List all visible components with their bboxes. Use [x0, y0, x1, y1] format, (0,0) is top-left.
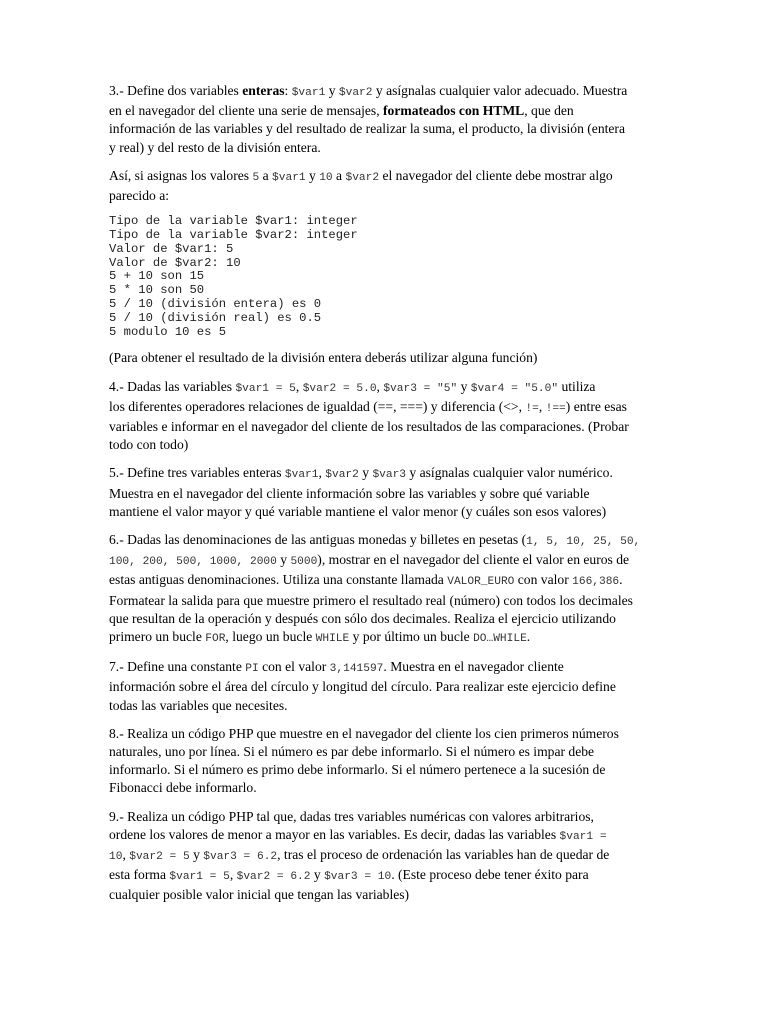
code-text: FOR [205, 633, 226, 646]
code-var1: $var1 [272, 171, 306, 184]
text: y [310, 867, 325, 883]
code-text: $var3 = 10 [324, 871, 392, 884]
text: con valor [514, 572, 573, 588]
text: Así, si asignas los valores [109, 167, 253, 183]
text: , [229, 867, 237, 883]
text: ) entre esas variables e informar en el navegador del cliente de los resultados de las comparaciones. (Probar todo con todo) [109, 398, 629, 453]
code-text: $var1 = 10 [109, 830, 607, 864]
code-line: Tipo de la variable $var1: integer [109, 214, 358, 229]
code-line: 5 + 10 son 15 [109, 269, 205, 284]
exercise-5 [109, 464, 657, 521]
code-text: $var2 [325, 469, 359, 482]
code-text: 166,386 [572, 576, 620, 589]
bold-text: enteras [242, 83, 285, 98]
exercise-3 [109, 82, 657, 157]
text: , [122, 847, 130, 863]
code-line: 5 / 10 (división entera) es 0 [109, 297, 322, 311]
exercise-3-note: (Para obtener el resultado de la división entera deberás utilizar alguna función) [109, 350, 538, 366]
code-value: 5 [252, 171, 260, 184]
text: el navegador del cliente debe mostrar algo parecido a: [109, 167, 613, 204]
exercise-6 [109, 531, 657, 648]
text: , [376, 378, 384, 394]
text: , [538, 398, 546, 414]
exercise-7 [109, 658, 657, 715]
text: y [189, 847, 204, 863]
text: 9.- Realiza un código PHP tal que, dadas tres variables numéricas con valores arbitrarios, ordene los valores de menor a mayor en las variables. Es decir, dadas las variables [109, 808, 594, 842]
code-text: $var3 = "5" [383, 382, 458, 395]
text: y [276, 552, 291, 568]
text: a [259, 167, 273, 183]
text: y [325, 83, 339, 98]
text: ), mostrar en el navegador del cliente el valor en euros de estas antiguas denominaciones. Utiliza una constante llamada [109, 552, 630, 588]
text: utiliza los diferentes operadores relaciones de igualdad (==, ===) y diferencia (<>, [109, 378, 596, 414]
text: , tras el proceso de ordenación las variables han de quedar de esta forma [109, 847, 610, 883]
text: , luego un bucle [225, 629, 316, 645]
code-line: 5 modulo 10 es 5 [109, 324, 227, 339]
code-text: DO…WHILE [473, 633, 527, 646]
code-var2: $var2 [345, 171, 380, 184]
text: y [457, 378, 471, 394]
code-text: WHILE [315, 633, 350, 646]
text: , [295, 378, 303, 394]
text: y [358, 465, 373, 481]
exercise-9 [109, 808, 657, 905]
code-text: 3,141597 [329, 663, 384, 676]
code-text: 1, 5, 10, 25, 50, 100, 200, 500, 1000, 2000 [109, 536, 641, 569]
text: y asígnalas cualquier valor numérico. Muestra en el navegador del cliente información sobre las variables y sobre qué variable mantiene el valor mayor y qué variable mantiene el valor menor (y cuáles son esos valores) [109, 465, 613, 519]
text: 3.- Define dos variables [109, 83, 243, 98]
code-value: 10 [319, 171, 333, 184]
code-text: $var1 = 5 [169, 871, 230, 884]
code-text: $var3 = 6.2 [203, 851, 278, 864]
text: 5.- Define tres variables enteras [109, 465, 285, 481]
exercise-8: 8.- Realiza un código PHP que muestre en el navegador del cliente los cien primeros números naturales, uno por línea. Si el número es par debe informarlo. Si el número es impar debe informarlo. Si el número es primo debe informarlo. Si el número pertenece a la sucesión de Fibonacci debe informarlo. [109, 725, 619, 796]
text: , [318, 465, 326, 481]
document-content [109, 82, 657, 915]
code-line: Tipo de la variable $var2: integer [109, 228, 358, 243]
bold-text: formateados con HTML [383, 103, 525, 119]
code-text: !== [545, 402, 566, 415]
text: a [332, 167, 346, 183]
text: y [305, 167, 320, 183]
code-text: VALOR_EURO [447, 576, 515, 589]
exercise-3-example [109, 167, 657, 205]
code-line: Valor de $var2: 10 [109, 255, 241, 270]
code-text: $var1 = 5 [235, 382, 296, 395]
text: 7.- Define una constante [109, 659, 246, 675]
code-text: 5000 [290, 556, 318, 569]
text: y asígnalas cualquier valor adecuado. Muestra en el navegador del cliente una serie de mensajes, [109, 83, 628, 119]
code-var1: $var1 [291, 87, 326, 99]
code-text: != [525, 402, 539, 415]
code-text: $var2 = 5 [129, 851, 190, 864]
text: 6.- Dadas las denominaciones de las antiguas monedas y billetes en pesetas ( [109, 532, 527, 548]
text: , que den información de las variables y del resultado de realizar la suma, el producto, la división (entera y real) y del resto de la división entera. [109, 103, 625, 155]
text: y por último un bucle [349, 629, 474, 645]
text: . (Este proceso debe tener éxito para cualquier posible valor inicial que tengan las variables) [109, 867, 589, 903]
text: . Formatear la salida para que muestre primero el resultado real (número) con todos los decimales que resultan de la operación y después con sólo dos decimales. Realiza el ejercicio utilizando primero un bucle [109, 572, 633, 645]
text: : [284, 83, 292, 98]
text: . [526, 629, 531, 645]
text: 4.- Dadas las variables [109, 378, 236, 394]
code-text: $var1 [284, 469, 319, 482]
code-text: $var4 = "5.0" [470, 382, 559, 395]
text: con el valor [258, 659, 330, 675]
code-var2: $var2 [338, 87, 373, 99]
text: . Muestra en el navegador cliente información sobre el área del círculo y longitud del círculo. Para realizar este ejercicio define todas las variables que necesites. [109, 659, 616, 713]
code-text: PI [245, 663, 259, 676]
code-text: $var3 [372, 469, 407, 482]
code-text: $var2 = 5.0 [302, 382, 377, 395]
code-output-block [109, 215, 657, 339]
exercise-4 [109, 378, 657, 455]
code-text: $var2 = 6.2 [236, 871, 311, 884]
code-line: 5 / 10 (división real) es 0.5 [109, 310, 322, 325]
code-line: 5 * 10 son 50 [109, 283, 205, 298]
code-line: Valor de $var1: 5 [109, 241, 234, 256]
